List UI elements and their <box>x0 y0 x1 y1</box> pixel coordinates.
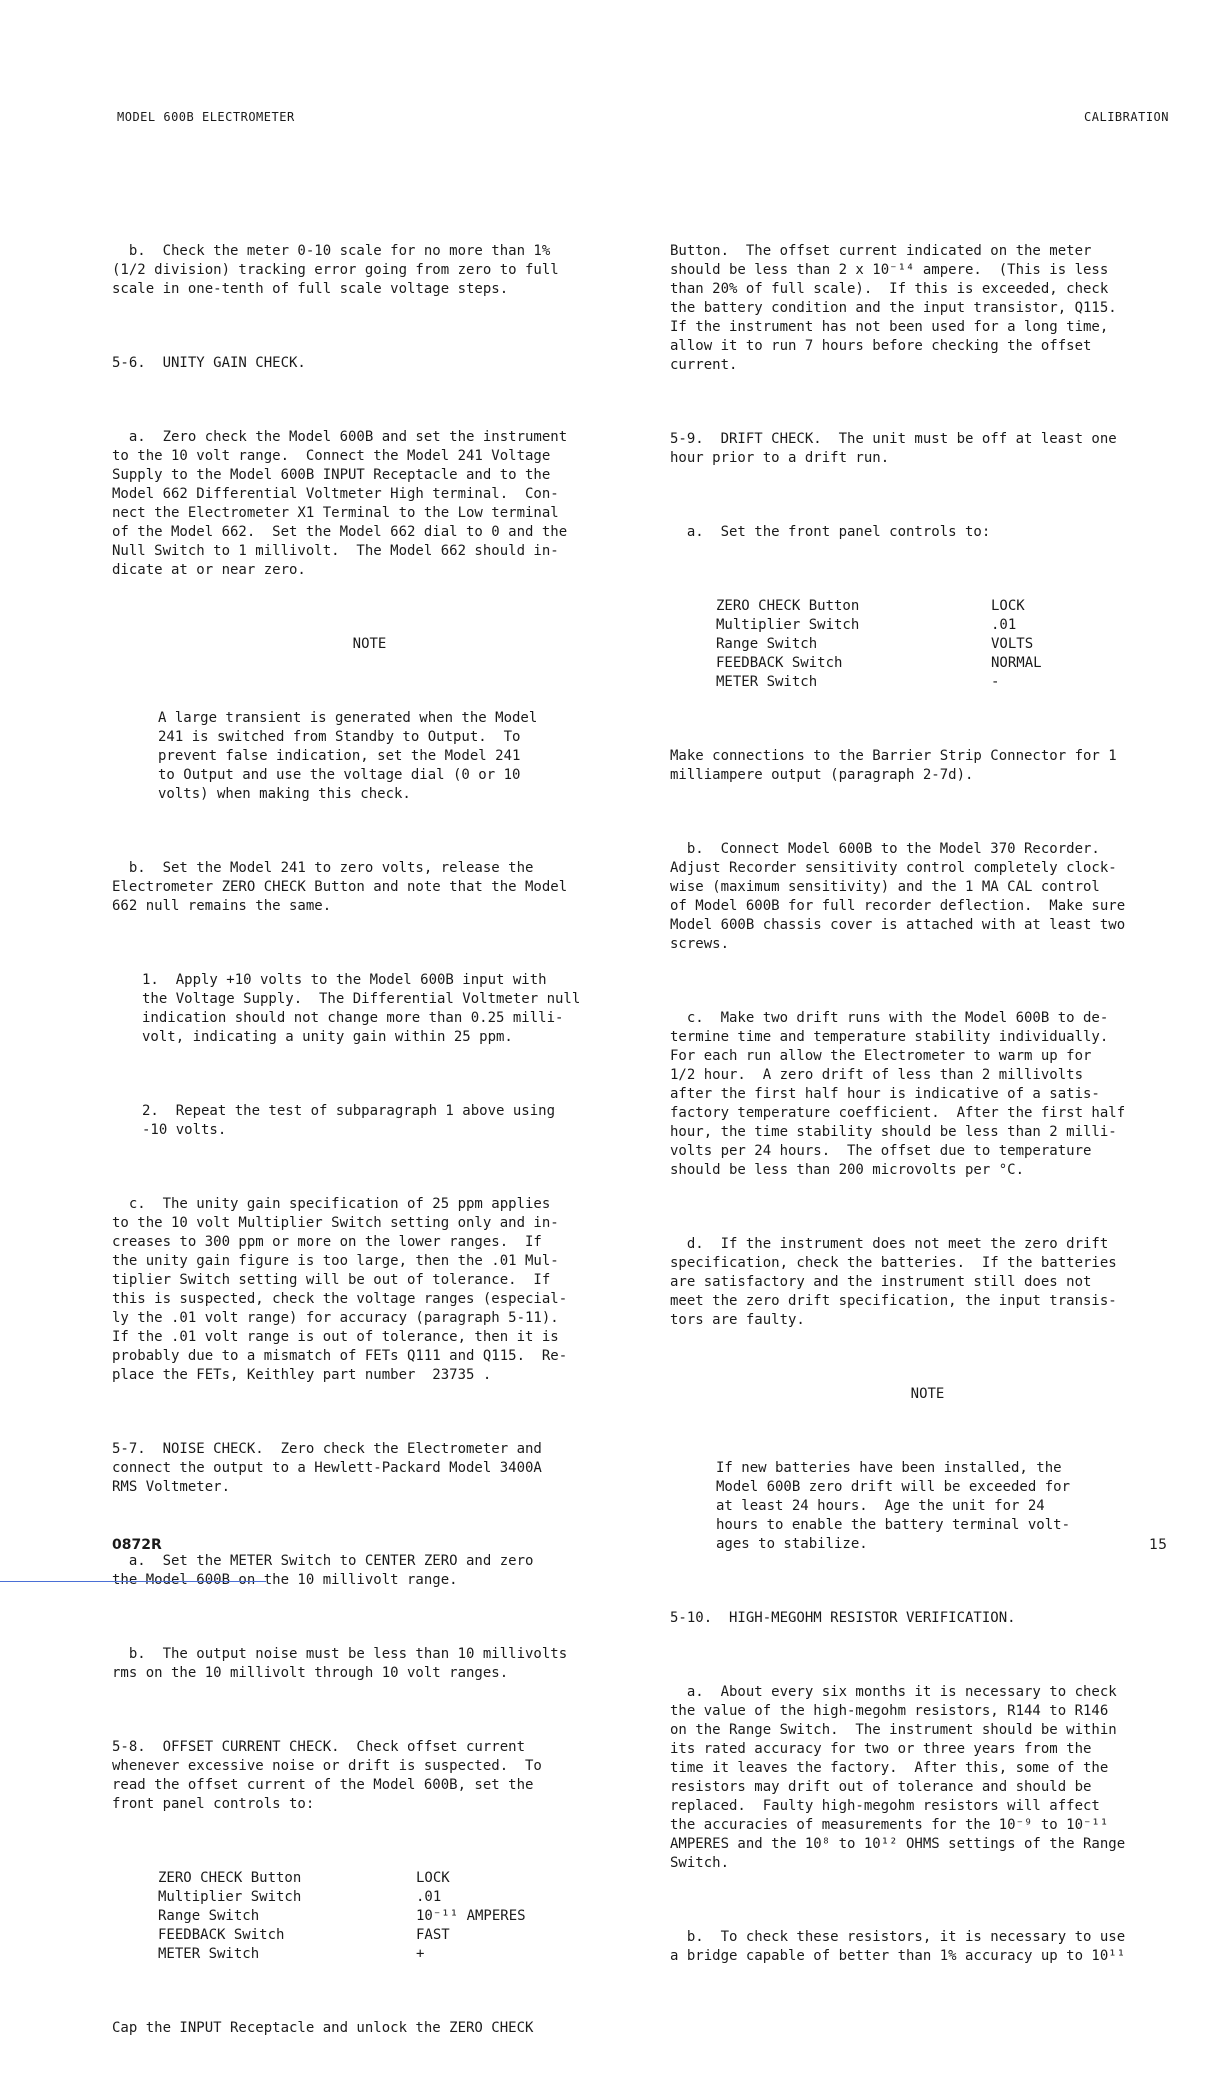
control-setting: .01 <box>991 617 1017 633</box>
paragraph-a-drift: a. Set the front panel controls to: <box>670 524 991 540</box>
paragraph-b-meter-check: b. Check the meter 0-10 scale for no more than 1% (1/2 division) tracking error going from zero to full scale in one-tenth of full scale voltage steps. <box>112 243 559 297</box>
paragraph-barrier-strip: Make connections to the Barrier Strip Connector for 1 milliampere output (paragraph 2-7d). <box>670 748 1117 783</box>
paragraph-b-bridge: b. To check these resistors, it is necessary to use a bridge capable of better than 1% accuracy up to 10¹¹ <box>670 1929 1126 1964</box>
control-name: METER Switch <box>158 1946 260 1962</box>
subparagraph-2: 2. Repeat the test of subparagraph 1 above using -10 volts. <box>142 1103 556 1138</box>
control-setting: LOCK <box>416 1870 450 1886</box>
control-name: ZERO CHECK Button <box>158 1870 302 1886</box>
left-column <box>112 204 627 2074</box>
page-number: 15 <box>1149 1537 1167 1553</box>
table-row <box>716 635 1042 654</box>
paragraph-a-noise: a. Set the METER Switch to CENTER ZERO and zero the Model 600B on the 10 millivolt range. <box>112 1553 534 1588</box>
control-setting: .01 <box>416 1889 442 1905</box>
table-row <box>158 1926 526 1945</box>
control-setting: - <box>991 674 1000 690</box>
control-name: Range Switch <box>158 1908 260 1924</box>
table-row <box>716 673 1042 692</box>
section-heading-5-6: 5-6. UNITY GAIN CHECK. <box>112 355 306 371</box>
table-row <box>716 616 1042 635</box>
control-setting: NORMAL <box>991 655 1042 671</box>
note-title: NOTE <box>910 1386 945 1402</box>
note-text: If new batteries have been installed, the Model 600B zero drift will be exceeded for at least 24 hours. Age the unit for 24 hours to enable the battery terminal volt- ages to stabilize. <box>716 1460 1071 1552</box>
paragraph-d-zero-drift: d. If the instrument does not meet the zero drift specification, check the batteries. If the batteries are satisfactory and the instrument still does not meet the zero drift specification, the input transis- tors are faulty. <box>670 1236 1117 1328</box>
table-row <box>158 1888 526 1907</box>
paragraph-b-model-241: b. Set the Model 241 to zero volts, release the Electrometer ZERO CHECK Button and note that the Model 662 null remains the same. <box>112 860 568 914</box>
control-name: FEEDBACK Switch <box>158 1927 285 1943</box>
right-column <box>670 204 1185 2002</box>
control-name: Multiplier Switch <box>716 617 860 633</box>
control-name: FEEDBACK Switch <box>716 655 843 671</box>
paragraph-b-noise: b. The output noise must be less than 10 millivolts rms on the 10 millivolt through 10 volt ranges. <box>112 1646 568 1681</box>
control-setting: + <box>416 1946 425 1962</box>
paragraph-c-drift-runs: c. Make two drift runs with the Model 600B to de- termine time and temperature stability individually. For each run allow the Electrometer to warm up for 1/2 hour. A zero drift of less than 2 millivolts after the first half hour is indicative of a satis- factory temperature coefficient. After the first half hour, the time stability should be less than 2 milli- volts per 24 hours. The offset due to temperature should be less than 200 microvolts per °C. <box>670 1010 1126 1178</box>
control-name: ZERO CHECK Button <box>716 598 860 614</box>
paragraph-cap-input: Cap the INPUT Receptacle and unlock the ZERO CHECK <box>112 2020 534 2036</box>
paragraph-b-recorder: b. Connect Model 600B to the Model 370 Recorder. Adjust Recorder sensitivity control completely clock- wise (maximum sensitivity) and the 1 MA CAL control of Model 600B for full recorder deflection. Make sure Model 600B chassis cover is attached with at least two screws. <box>670 841 1126 952</box>
table-row <box>158 1907 526 1926</box>
table-row <box>716 597 1042 616</box>
control-name: Multiplier Switch <box>158 1889 302 1905</box>
section-heading-5-9: 5-9. DRIFT CHECK. The unit must be off at least one hour prior to a drift run. <box>670 431 1117 466</box>
table-row <box>158 1869 526 1888</box>
control-setting: VOLTS <box>991 636 1034 652</box>
section-heading-5-8: 5-8. OFFSET CURRENT CHECK. Check offset current whenever excessive noise or drift is suspected. To read the offset current of the Model 600B, set the front panel controls to: <box>112 1739 542 1812</box>
control-setting: LOCK <box>991 598 1025 614</box>
note-text: A large transient is generated when the Model 241 is switched from Standby to Output. To prevent false indication, set the Model 241 to Output and use the voltage dial (0 or 10 volts) when making this check. <box>158 710 538 802</box>
running-header-title: MODEL 600B ELECTROMETER <box>117 110 295 124</box>
running-header-section: CALIBRATION <box>1084 110 1169 124</box>
paragraph-a-unity-gain: a. Zero check the Model 600B and set the instrument to the 10 volt range. Connect the Model 241 Voltage Supply to the Model 600B INPUT Receptacle and to the Model 662 Differential Voltmeter High terminal. Con- nect the Electrometer X1 Terminal to the Low terminal of the Model 662. Set the Model 662 dial to 0 and the Null Switch to 1 millivolt. The Model 662 should in- dicate at or near zero. <box>112 429 568 578</box>
offset-controls-table <box>158 1869 526 1964</box>
drift-controls-table <box>716 597 1042 692</box>
control-setting: FAST <box>416 1927 450 1943</box>
control-name: METER Switch <box>716 674 818 690</box>
table-row <box>716 654 1042 673</box>
note-title: NOTE <box>352 636 387 652</box>
paragraph-a-resistors: a. About every six months it is necessary to check the value of the high-megohm resistors, R144 to R146 on the Range Switch. The instrument should be within its rated accuracy for two or three years from the time it leaves the factory. After this, some of the resistors may drift out of tolerance and should be replaced. Faulty high-megohm resistors will affect the accuracies of measurements for the 10⁻⁹ to 10⁻¹¹ AMPERES and the 10⁸ to 10¹² OHMS settings of the Range Switch. <box>670 1684 1126 1871</box>
section-heading-5-7: 5-7. NOISE CHECK. Zero check the Electrometer and connect the output to a Hewlett-Packard Model 3400A RMS Voltmeter. <box>112 1441 542 1495</box>
control-setting: 10⁻¹¹ AMPERES <box>416 1908 526 1924</box>
paragraph-offset-continued: Button. The offset current indicated on the meter should be less than 2 x 10⁻¹⁴ ampere. (This is less than 20% of full scale). If this is exceeded, check the battery condition and the input transistor, Q115. If the instrument has not been used for a long time, allow it to run 7 hours before checking the offset current. <box>670 243 1117 373</box>
page-edge-line <box>0 1581 266 1582</box>
table-row <box>158 1945 526 1964</box>
subparagraph-1: 1. Apply +10 volts to the Model 600B input with the Voltage Supply. The Differential Voltmeter null indication should not change more than 0.25 milli- volt, indicating a unity gain within 25 ppm. <box>142 972 581 1045</box>
section-heading-5-10: 5-10. HIGH-MEGOHM RESISTOR VERIFICATION. <box>670 1610 1016 1626</box>
paragraph-c-unity-gain-spec: c. The unity gain specification of 25 ppm applies to the 10 volt Multiplier Switch setting only and in- creases to 300 ppm or more on the lower ranges. If the unity gain figure is too large, then the .01 Mul- tiplier Switch setting will be out of tolerance. If this is suspected, check the voltage ranges (especial- ly the .01 volt range) for accuracy (paragraph 5-11). If the .01 volt range is out of tolerance, then it is probably due to a mismatch of FETs Q111 and Q115. Re- place the FETs, Keithley part number 23735 . <box>112 1196 568 1383</box>
document-code: 0872R <box>112 1537 162 1553</box>
control-name: Range Switch <box>716 636 818 652</box>
